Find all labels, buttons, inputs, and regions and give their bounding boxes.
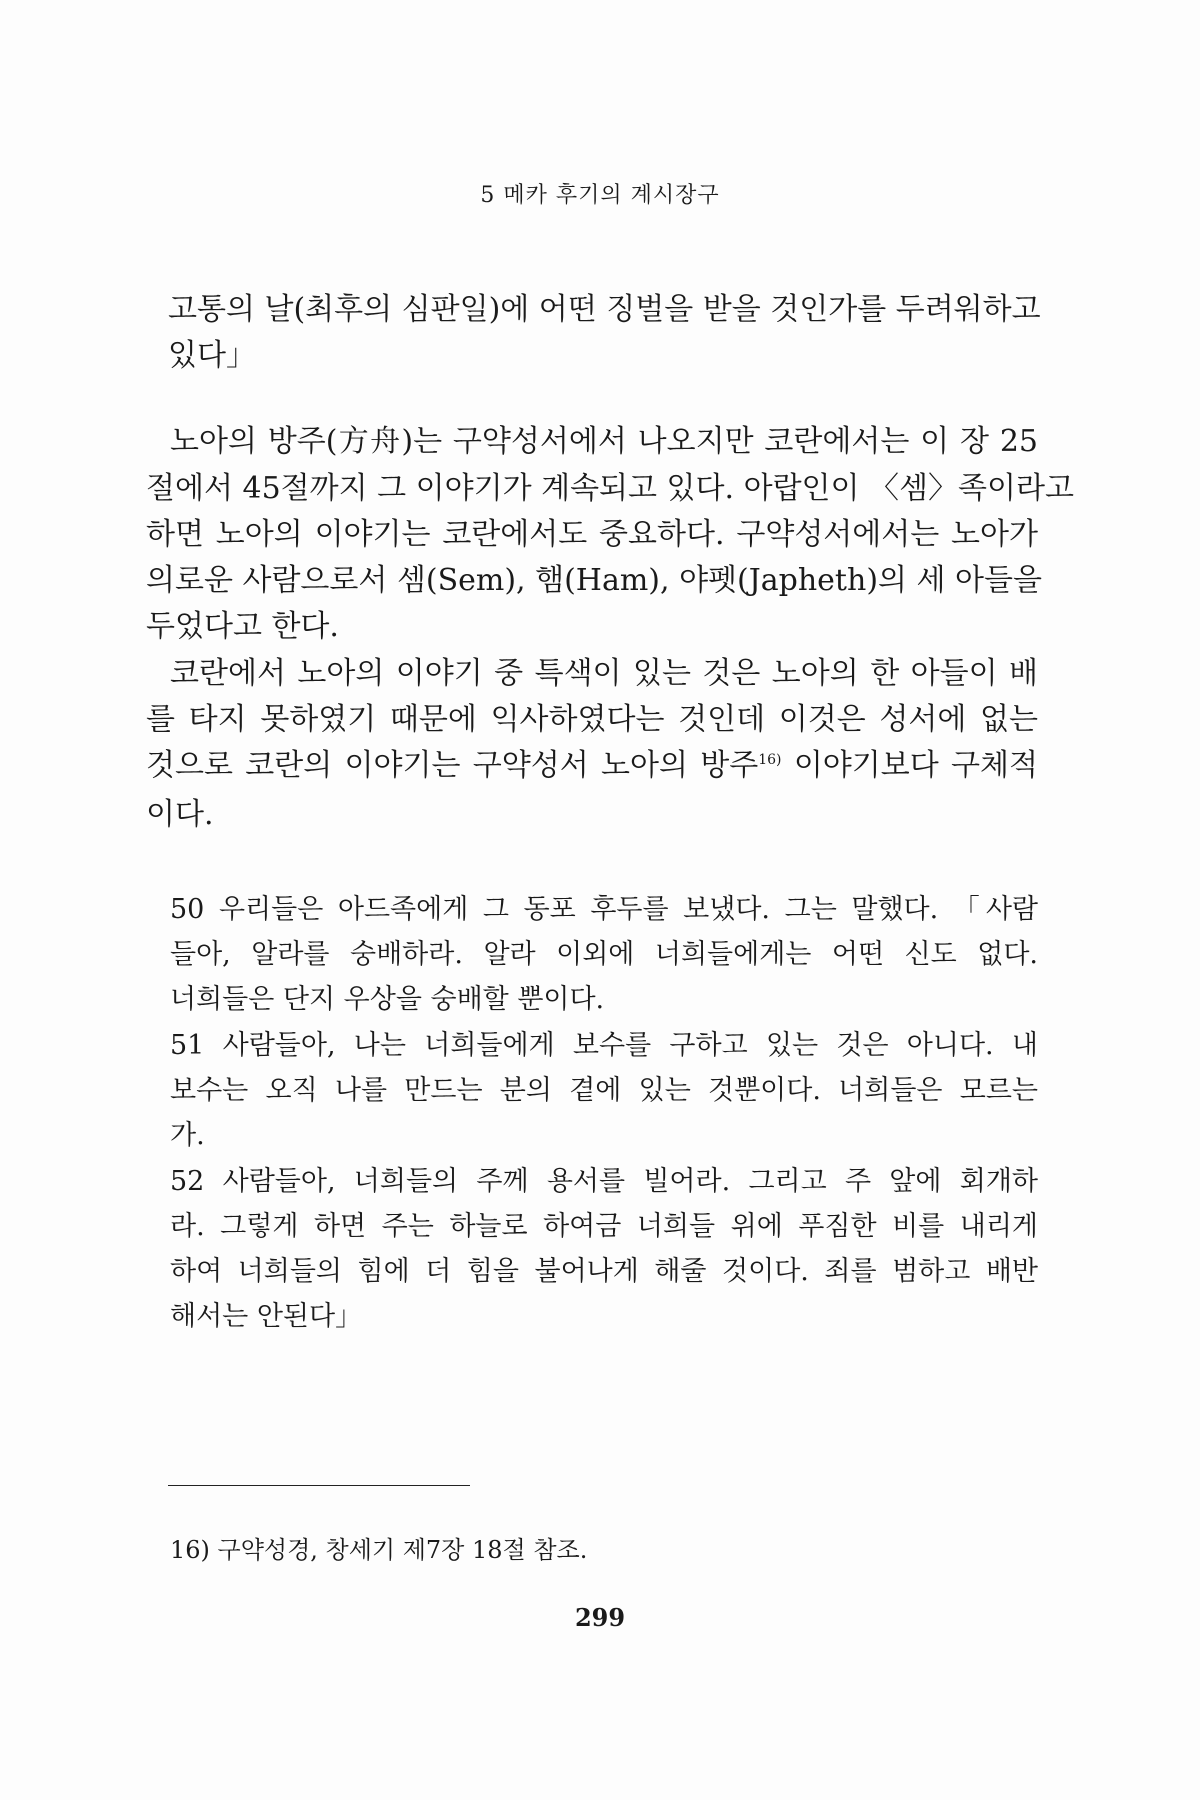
- text-line: 하여 너희들의 힘에 더 힘을 불어나게 해줄 것이다. 죄를 범하고 배반: [170, 1256, 1038, 1287]
- text-line: 들아, 알라를 숭배하라. 알라 이외에 너희들에게는 어떤 신도 없다.: [170, 939, 1038, 970]
- text-line: 보수는 오직 나를 만드는 분의 곁에 있는 것뿐이다. 너희들은 모르는: [170, 1075, 1038, 1106]
- text-line: 너희들은 단지 우상을 숭배할 뿐이다.: [170, 984, 605, 1015]
- text-line: 고통의 날(최후의 심판일)에 어떤 징벌을 받을 것인가를 두려워하고: [168, 292, 1041, 327]
- text-line: 하면 노아의 이야기는 코란에서도 중요하다. 구약성서에서는 노아가: [146, 517, 1038, 552]
- text-line: 절에서 45절까지 그 이야기가 계속되고 있다. 아랍인이 〈셈〉족이라고: [146, 471, 1074, 506]
- footnote-divider: [168, 1485, 470, 1486]
- footnote: 16) 구약성경, 창세기 제7장 18절 참조.: [170, 1536, 588, 1564]
- text-line: 를 타지 못하였기 때문에 익사하였다는 것인데 이것은 성서에 없는: [146, 702, 1038, 737]
- page-number: 299: [574, 1603, 626, 1632]
- text-line: 해서는 안된다」: [170, 1301, 363, 1332]
- text-line: 51 사람들아, 나는 너희들에게 보수를 구하고 있는 것은 아니다. 내: [170, 1030, 1038, 1061]
- text-segment: 것으로 코란의 이야기는 구약성서 노아의 방주: [146, 748, 759, 783]
- text-line: 코란에서 노아의 이야기 중 특색이 있는 것은 노아의 한 아들이 배: [170, 656, 1038, 691]
- text-segment: 이야기보다 구체적: [781, 748, 1038, 783]
- text-line: 의로운 사람으로서 셈(Sem), 햄(Ham), 야펫(Japheth)의 세 아들을: [146, 563, 1042, 598]
- text-line: 가.: [170, 1120, 205, 1151]
- text-line: 노아의 방주(方舟)는 구약성서에서 나오지만 코란에서는 이 장 25: [170, 424, 1038, 459]
- text-line: 이다.: [146, 797, 214, 832]
- text-line: 52 사람들아, 너희들의 주께 용서를 빌어라. 그리고 주 앞에 회개하: [170, 1166, 1038, 1197]
- text-line: 50 우리들은 아드족에게 그 동포 후두를 보냈다. 그는 말했다. 「사람: [170, 894, 1038, 925]
- text-line: 라. 그렇게 하면 주는 하늘로 하여금 너희들 위에 푸짐한 비를 내리게: [170, 1211, 1038, 1242]
- footnote-reference[interactable]: 16): [758, 752, 782, 768]
- text-line: [146, 746, 1038, 786]
- text-line: 있다」: [168, 338, 256, 373]
- running-head: 5 메카 후기의 계시장구: [480, 183, 720, 208]
- text-line: 두었다고 한다.: [146, 609, 339, 644]
